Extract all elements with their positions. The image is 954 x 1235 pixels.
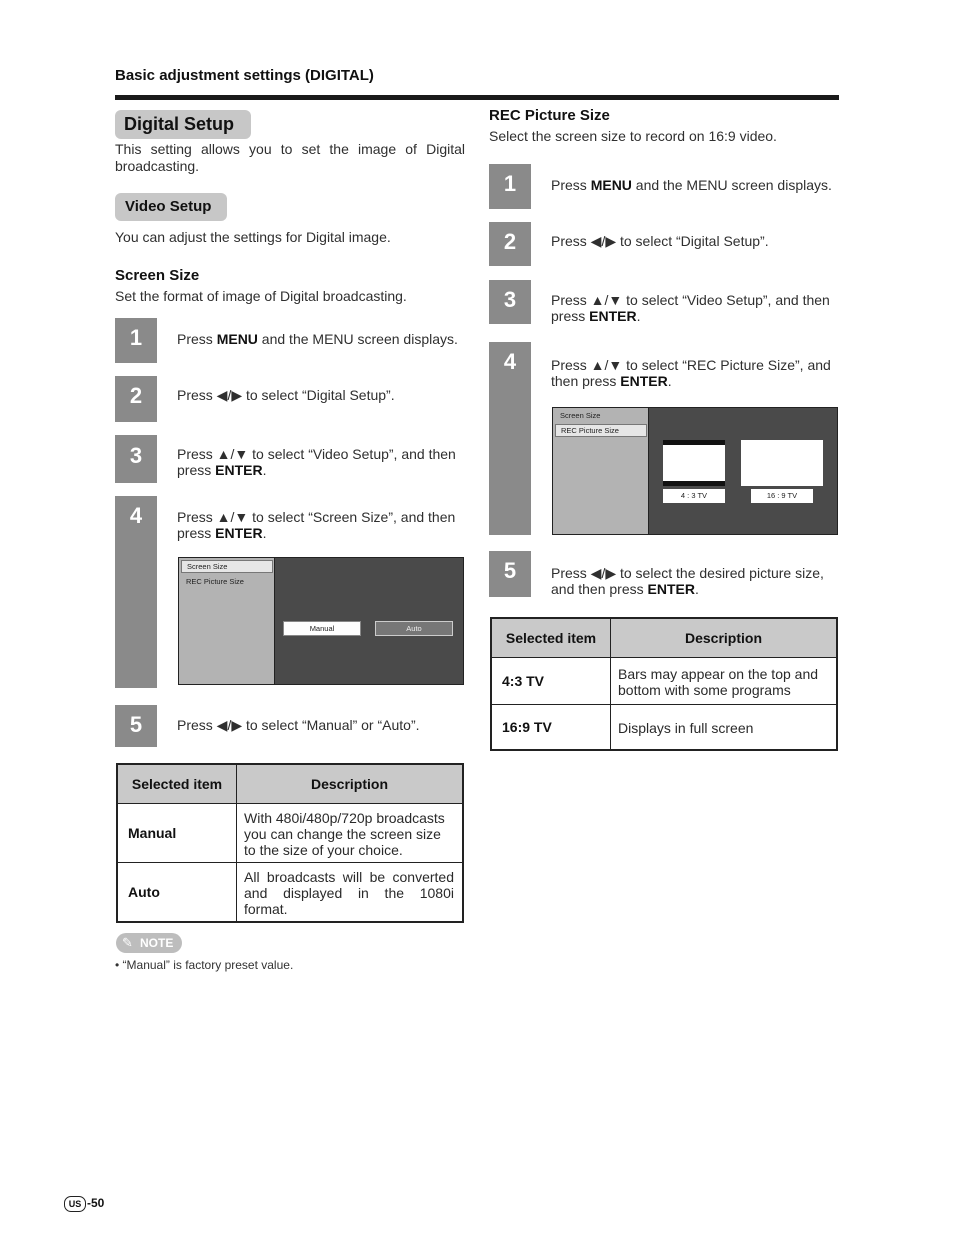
- pencil-icon: ✎: [122, 935, 133, 950]
- table-cell-item: Manual: [117, 804, 237, 863]
- rec-picture-size-table: [490, 617, 838, 751]
- rec-picture-size-desc: Select the screen size to record on 16:9 video.: [489, 128, 777, 144]
- menu-screenshot: [552, 407, 838, 535]
- step-number: 1: [129, 325, 143, 350]
- aspect-4-3-preview: [663, 440, 725, 486]
- region-badge-icon: US: [64, 1196, 86, 1212]
- table-header: Description: [237, 764, 464, 804]
- table-row: [491, 658, 837, 705]
- digital-setup-title: Digital Setup: [115, 110, 251, 139]
- option-auto: Auto: [375, 621, 453, 636]
- table-header: Description: [611, 618, 838, 658]
- table-row: [117, 804, 463, 863]
- table-cell-item: Auto: [117, 863, 237, 923]
- menu-item-rec-picture-size: REC Picture Size: [555, 424, 647, 437]
- step-text: Press ◀/▶ to select “Digital Setup”.: [177, 387, 395, 403]
- header-rule: [115, 95, 839, 100]
- page-number: -50: [87, 1196, 105, 1210]
- video-setup-desc: You can adjust the settings for Digital image.: [115, 229, 391, 245]
- step-text: Press ◀/▶ to select the desired picture size, and then press ENTER.: [551, 565, 824, 597]
- step-number: 5: [503, 558, 517, 583]
- table-row: [491, 705, 837, 751]
- table-cell-desc: Bars may appear on the top and bottom with some programs: [611, 658, 838, 705]
- step-text: Press ▲/▼ to select “Screen Size”, and then press ENTER.: [177, 509, 456, 541]
- screen-size-table: [116, 763, 464, 923]
- rec-picture-size-heading: REC Picture Size: [489, 107, 610, 124]
- option-16-9-tv: 16 : 9 TV: [751, 489, 813, 503]
- table-header: Selected item: [117, 764, 237, 804]
- step-number: 3: [503, 287, 517, 312]
- option-manual: Manual: [283, 621, 361, 636]
- note-label: NOTE: [140, 936, 174, 950]
- step-text: Press MENU and the MENU screen displays.: [551, 177, 832, 193]
- step-text: Press ◀/▶ to select “Digital Setup”.: [551, 233, 769, 249]
- option-4-3-tv: 4 : 3 TV: [663, 489, 725, 503]
- menu-item-rec-picture-size: REC Picture Size: [186, 577, 244, 586]
- step-number: 5: [129, 712, 143, 737]
- menu-item-screen-size: Screen Size: [181, 560, 273, 573]
- table-header: Selected item: [491, 618, 611, 658]
- step-text: Press ▲/▼ to select “REC Picture Size”, and then press ENTER.: [551, 357, 831, 389]
- table-cell-item: 16:9 TV: [491, 705, 611, 751]
- step-text: Press ▲/▼ to select “Video Setup”, and then press ENTER.: [177, 446, 456, 478]
- step-number: 2: [503, 229, 517, 254]
- step-number: 1: [503, 171, 517, 196]
- table-cell-desc: With 480i/480p/720p broadcasts you can change the screen size to the size of your choice.: [237, 804, 464, 863]
- screen-size-desc: Set the format of image of Digital broadcasting.: [115, 288, 407, 304]
- table-cell-desc: All broadcasts will be converted and displayed in the 1080i format.: [237, 863, 464, 923]
- note-text: • “Manual” is factory preset value.: [115, 958, 294, 972]
- table-cell-item: 4:3 TV: [491, 658, 611, 705]
- digital-setup-intro: This setting allows you to set the image of Digital broadcasting.: [115, 141, 465, 174]
- step-number: 4: [129, 503, 143, 528]
- step-number: 2: [129, 383, 143, 408]
- step-number: 3: [129, 443, 143, 468]
- section-header: Basic adjustment settings (DIGITAL): [115, 67, 374, 84]
- menu-panel: [179, 558, 275, 684]
- step-text: Press MENU and the MENU screen displays.: [177, 331, 458, 347]
- step-number: 4: [503, 349, 517, 374]
- video-setup-subtitle: Video Setup: [115, 193, 227, 221]
- menu-item-screen-size: Screen Size: [560, 411, 601, 420]
- table-row: [117, 863, 463, 923]
- menu-screenshot: [178, 557, 464, 685]
- menu-panel: [553, 408, 649, 534]
- step-text: Press ▲/▼ to select “Video Setup”, and then press ENTER.: [551, 292, 830, 324]
- aspect-16-9-preview: [741, 440, 823, 486]
- table-cell-desc: Displays in full screen: [611, 705, 838, 751]
- note-badge: [116, 933, 182, 953]
- step-text: Press ◀/▶ to select “Manual” or “Auto”.: [177, 717, 420, 733]
- screen-size-heading: Screen Size: [115, 267, 200, 284]
